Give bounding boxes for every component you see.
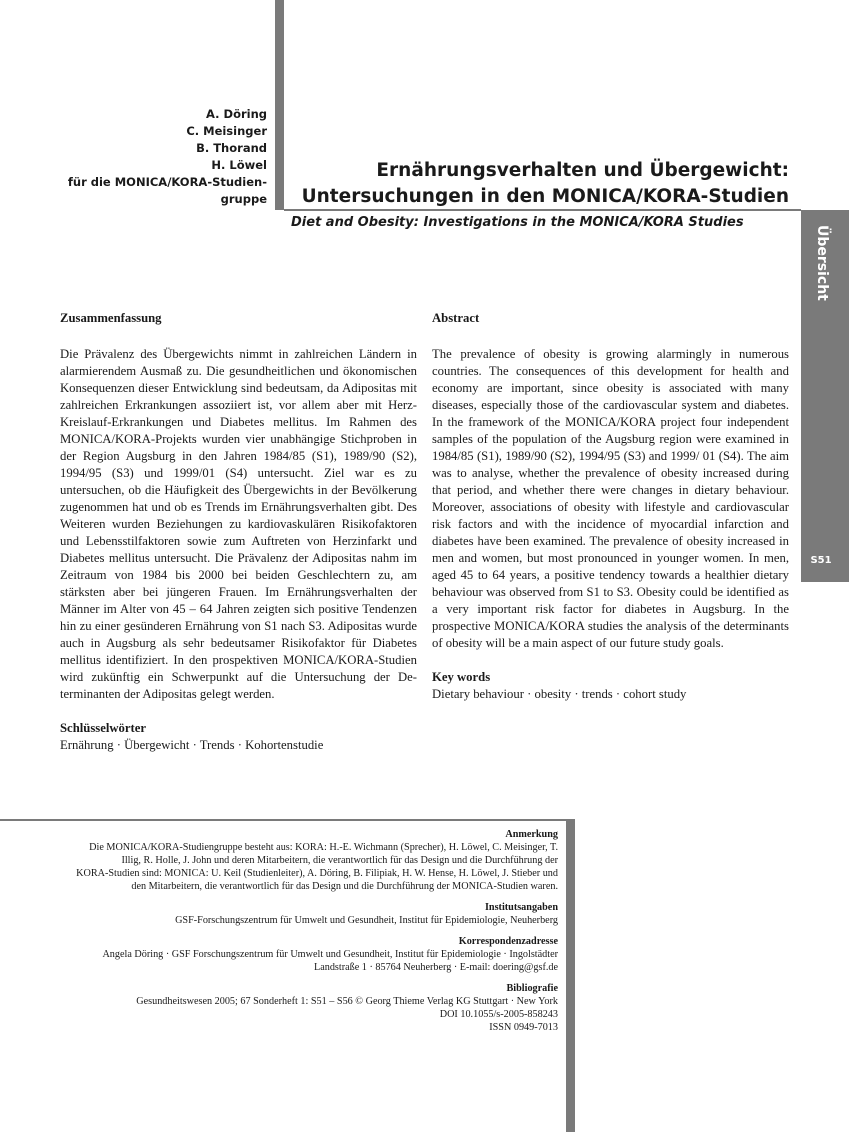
anmerkung-heading: Anmerkung: [505, 829, 558, 840]
anmerkung-line: Die MONICA/KORA-Studiengruppe besteht aus: KORA: H.-E. Wichmann (Sprecher), H. Löwel, C. Meisinger, T.: [89, 842, 558, 853]
author: H. Löwel: [211, 158, 267, 172]
zusammenfassung-heading: Zusammenfassung: [60, 311, 162, 325]
title-line: Ernährungsverhalten und Übergewicht:: [376, 160, 789, 181]
bibliografie-heading: Bibliografie: [506, 983, 558, 994]
anmerkung-line: Illig, R. Holle, J. John und deren Mitarbeitern, die verantwortlich für das Design und die Durchführung der: [121, 855, 558, 866]
author-group: für die MONICA/KORA-Studien-: [67, 175, 267, 189]
author: C. Meisinger: [186, 124, 267, 138]
institut-heading: Institutsangaben: [484, 902, 558, 913]
schluesselwoerter-heading: Schlüsselwörter: [60, 721, 146, 735]
institut-line: GSF-Forschungszentrum für Umwelt und Gesundheit, Institut für Epidemiologie, Neuherberg: [175, 915, 558, 926]
keywords-heading: Key words: [432, 670, 491, 684]
author-group: gruppe: [220, 192, 267, 206]
horizontal-rule-bottom: [0, 819, 575, 821]
korrespondenz-heading: Korrespondenzadresse: [458, 936, 558, 947]
zusammenfassung-column: [60, 310, 417, 754]
bibliografie-line: Gesundheitswesen 2005; 67 Sonderheft 1: S51 – S56 © Georg Thieme Verlag KG Stuttgart · New York: [136, 996, 558, 1007]
bibliografie-line: ISSN 0949-7013: [489, 1022, 558, 1033]
article-title: [300, 158, 789, 210]
abstract-body: The prevalence of obesity is growing alarmingly in numerous countries. The consequences of this development for health and economy are important, since obesity is associated with many diseases, especially those of the cardiovascular system and diabetes. In the framework of the MONICA/KORA project four independent samples of the population of the Augsburg region were examined in 1984/85 (S1), 1989/90 (S2), 1994/95 (S3) and 1999/ 01 (S4). The aim was to analyse, whether the prevalence of obesity increased during that period, and whether there were changes in dietary behaviour. Moreover, associations of obesity with lifestyle and cardiovascular risk factors and with the incidence of myocardial infarction and diabetes have been examined. The prevalence of obesity increased in men and women, but most pronounced in younger women. In men, aged 45 to 64 years, a positive tendency towards a healthier dietary behaviour was observed from S1 to S3. Obesity could be identified as a very important risk factor for diabetes in Augsburg. In the prospective MONICA/KORA studies the analysis of the determinants of obesity will be a main aspect of our future study goals.: [432, 347, 789, 650]
abstract-column: [432, 310, 789, 703]
schluesselwoerter-list: Ernährung · Übergewicht · Trends · Kohortenstudie: [60, 738, 324, 752]
abstract-heading: Abstract: [432, 311, 480, 325]
keywords-list: Dietary behaviour · obesity · trends · cohort study: [432, 687, 687, 701]
anmerkung-line: den Mitarbeitern, die verantwortlich für das Design und die Durchführung der MONICA-Studien waren.: [131, 881, 558, 892]
zusammenfassung-body: Die Prävalenz des Übergewichts nimmt in zahlreichen Ländern in alarmierendem Ausmaß zu. Die gesundheitlichen und ökonomischen Konsequenzen dieser Entwicklung sind bedeutsam, da Adipositas mit zahlreichen Erkrankungen assoziiert ist, vor allem aber mit Herz-Kreislauf-Erkrankungen und Diabetes mellitus. Im Rahmen des MONICA/KORA-Projekts wurden vier unabhängige Stichproben in der Region Augsburg in den Jahren 1984/85 (S1), 1989/90 (S2), 1994/95 (S3) und 1999/01 (S4) untersucht. Ziel war es zu untersuchen, ob die Häufigkeit des Übergewichts in der Bevölkerung zugenommen hat und ob es Trends im Ernährungsverhalten gibt. Des Weiteren wurden Beziehungen zu kardiovaskulären Risikofaktoren und Lebensstilfaktoren sowie zum Auftreten von Herzinfarkt und Diabetes mellitus untersucht. Die Prävalenz der Adipositas nahm im Zeitraum von 1984 bis 2000 bei beiden Geschlechtern zu, am stärksten aber bei jüngeren Frauen. Im Ernährungsverhalten der Männer im Alter von 45 – 64 Jahren zeigten sich positive Tendenzen hin zu einer gesünderen Ernährung von S1 nach S3. Adipositas wurde auch in Augsburg als sehr bedeutsamer Risikofaktor für Diabetes mellitus identifiziert. In den prospektiven MONICA/KORA-Studien wird zukünftig ein Schwerpunkt auf die Untersuchung der Determinanten der Adipositas gelegt werden.: [60, 347, 417, 701]
author: A. Döring: [206, 107, 267, 121]
author: B. Thorand: [196, 141, 267, 155]
bibliografie-line: DOI 10.1055/s-2005-858243: [439, 1009, 558, 1020]
korrespondenz-line: Landstraße 1 · 85764 Neuherberg · E-mail: doering@gsf.de: [314, 962, 558, 973]
korrespondenz-line: Angela Döring · GSF Forschungszentrum für Umwelt und Gesundheit, Institut für Epidemiologie · Ingolstädter: [102, 949, 558, 960]
page-number: S51: [810, 555, 832, 566]
anmerkung-line: KORA-Studien sind: MONICA: U. Keil (Studienleiter), A. Döring, B. Filipiak, H. W. Hense, H. Löwel, J. Stieber und: [76, 868, 558, 879]
section-tab-label: Übersicht: [814, 225, 830, 301]
vertical-rule-bottom: [566, 820, 575, 1132]
article-notes: [40, 828, 558, 1034]
title-line: Untersuchungen in den MONICA/KORA-Studien: [301, 186, 789, 207]
article-subtitle: Diet and Obesity: Investigations in the MONICA/KORA Studies: [291, 215, 744, 230]
vertical-rule-top: [275, 0, 284, 210]
author-list: [67, 106, 267, 208]
